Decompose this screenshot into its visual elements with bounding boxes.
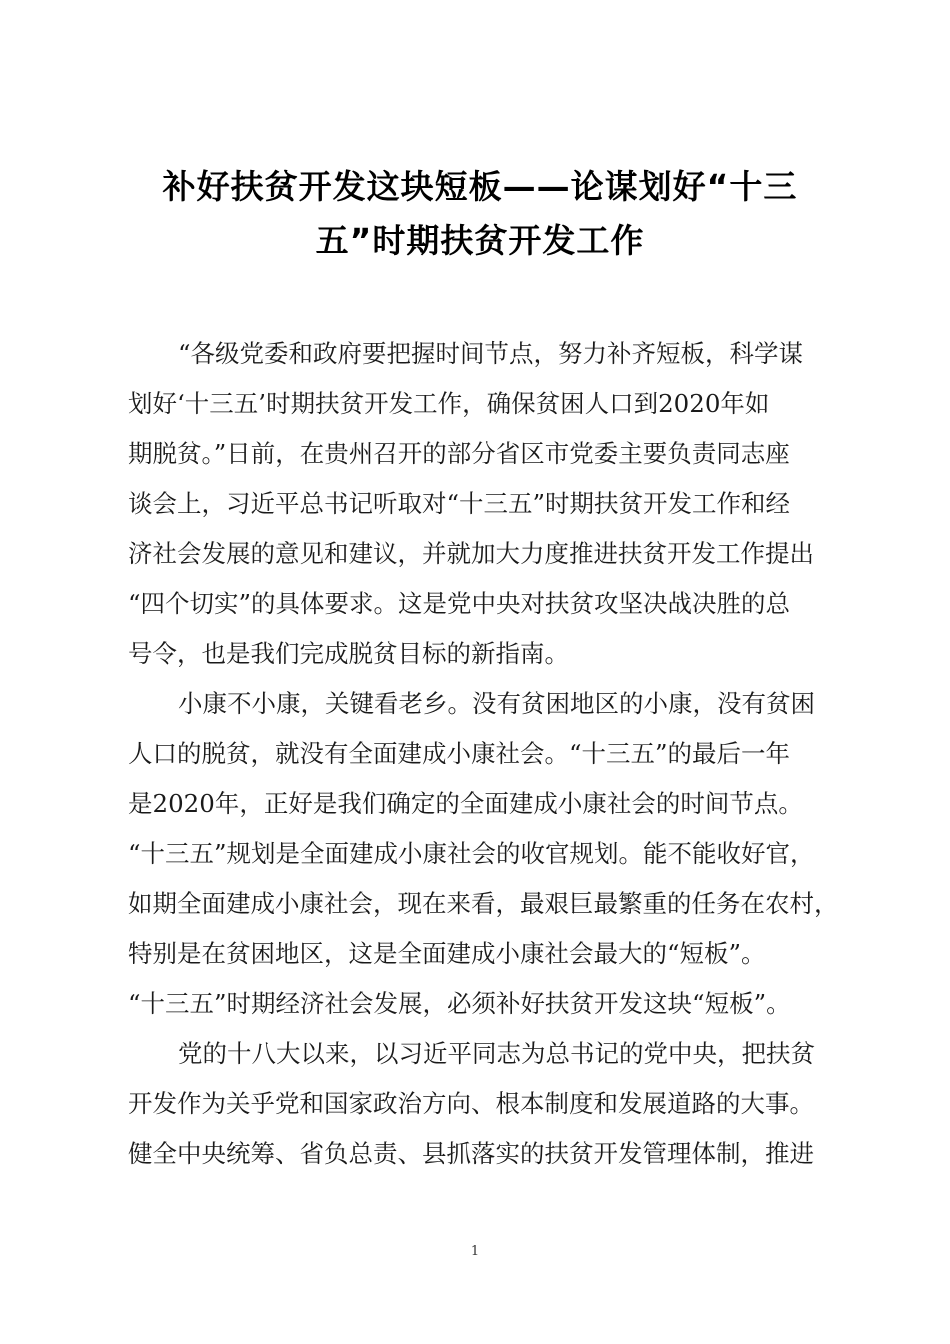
paragraph-line: 健全中央统筹、省负总责、县抓落实的扶贫开发管理体制，推进 [128, 1139, 814, 1168]
paragraph-3 [128, 1029, 848, 1179]
document-body [128, 329, 848, 1179]
paragraph-line: 人口的脱贫，就没有全面建成小康社会。“十三五”的最后一年 [128, 739, 791, 768]
paragraph-line: 号令，也是我们完成脱贫目标的新指南。 [128, 639, 569, 668]
paragraph-2 [128, 679, 848, 1029]
paragraph-line: 期脱贫。”日前，在贵州召开的部分省区市党委主要负责同志座 [128, 439, 790, 468]
paragraph-line: 党的十八大以来，以习近平同志为总书记的党中央，把扶贫 [178, 1039, 815, 1068]
paragraph-line: 开发作为关乎党和国家政治方向、根本制度和发展道路的大事。 [128, 1089, 814, 1118]
title-line-1: 补好扶贫开发这块短板——论谋划好“十三 [162, 167, 798, 206]
paragraph-line: 特别是在贫困地区，这是全面建成小康社会最大的“短板”。 [128, 939, 766, 968]
paragraph-line: “十三五”时期经济社会发展，必须补好扶贫开发这块“短板”。 [128, 989, 791, 1018]
paragraph-line: 是2020年，正好是我们确定的全面建成小康社会的时间节点。 [128, 789, 803, 818]
paragraph-line: “各级党委和政府要把握时间节点，努力补齐短板，科学谋 [178, 339, 804, 368]
paragraph-line: 划好‘十三五’时期扶贫开发工作，确保贫困人口到2020年如 [128, 389, 770, 418]
paragraph-line: “四个切实”的具体要求。这是党中央对扶贫攻坚决战决胜的总 [128, 589, 791, 618]
paragraph-1 [128, 329, 848, 679]
paragraph-line: “十三五”规划是全面建成小康社会的收官规划。能不能收好官， [128, 839, 815, 868]
paragraph-line: 谈会上，习近平总书记听取对“十三五”时期扶贫开发工作和经 [128, 489, 791, 518]
title-line-2: 五”时期扶贫开发工作 [315, 221, 645, 260]
paragraph-line: 小康不小康，关键看老乡。没有贫困地区的小康，没有贫困 [178, 689, 815, 718]
paragraph-line: 如期全面建成小康社会，现在来看，最艰巨最繁重的任务在农村， [128, 889, 839, 918]
page-number: 1 [470, 1244, 480, 1259]
document-title [120, 160, 840, 268]
paragraph-line: 济社会发展的意见和建议，并就加大力度推进扶贫开发工作提出 [128, 539, 814, 568]
